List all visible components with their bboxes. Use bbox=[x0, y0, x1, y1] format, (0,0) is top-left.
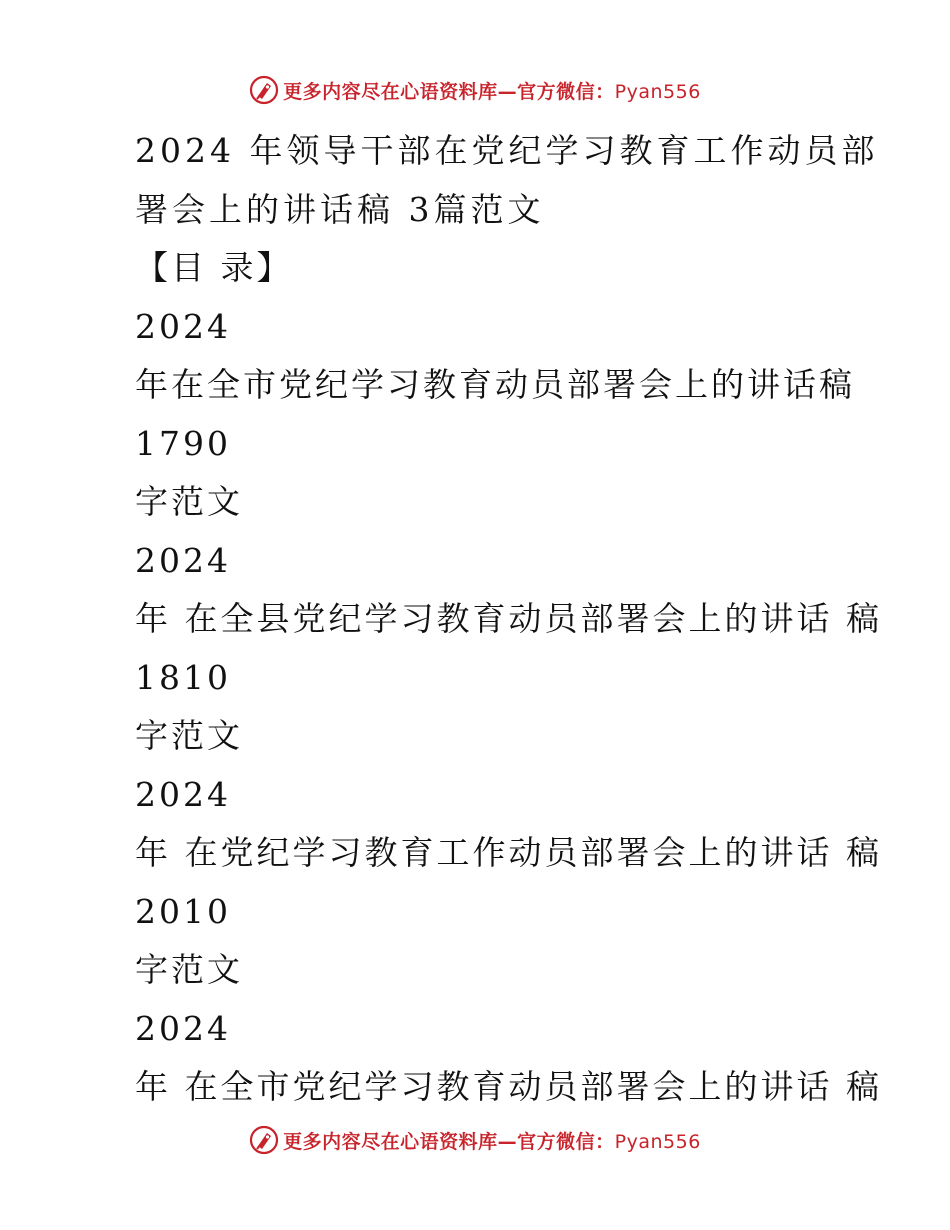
toc-line: 2024 bbox=[135, 774, 231, 814]
toc-line: 字范文 bbox=[135, 950, 243, 989]
watermark-text bbox=[283, 1127, 701, 1154]
document-title-line-2: 署会上的讲话稿 3篇范文 bbox=[135, 189, 545, 229]
document-body bbox=[135, 122, 925, 1117]
toc-line: 年在全市党纪学习教育动员部署会上的讲话稿 bbox=[135, 365, 855, 404]
footer-watermark bbox=[0, 1122, 950, 1158]
watermark-text bbox=[283, 77, 701, 104]
toc-line: 1790 bbox=[135, 423, 231, 463]
toc-line: 1810 bbox=[135, 657, 231, 697]
toc-line: 2024 bbox=[135, 540, 231, 580]
toc-line: 年 在全市党纪学习教育动员部署会上的讲话 稿 bbox=[135, 1067, 882, 1106]
pen-nib-circle-icon bbox=[249, 1125, 279, 1155]
watermark-main-text: 更多内容尽在心语资料库—官方微信： bbox=[283, 80, 615, 103]
toc-line: 年 在全县党纪学习教育动员部署会上的讲话 稿 bbox=[135, 599, 882, 638]
toc-line: 字范文 bbox=[135, 482, 243, 521]
header-watermark bbox=[0, 72, 950, 108]
toc-line: 字范文 bbox=[135, 716, 243, 755]
watermark-wechat-id: Pyan556 bbox=[614, 1130, 701, 1153]
pen-nib-circle-icon bbox=[249, 75, 279, 105]
toc-line: 年 在党纪学习教育工作动员部署会上的讲话 稿 bbox=[135, 833, 882, 872]
watermark-main-text: 更多内容尽在心语资料库—官方微信： bbox=[283, 1130, 615, 1153]
toc-heading: 【目 录】 bbox=[135, 248, 293, 287]
document-title-line-1: 2024 年领导干部在党纪学习教育工作动员部 bbox=[135, 131, 879, 170]
watermark-wechat-id: Pyan556 bbox=[614, 80, 701, 103]
toc-line: 2024 bbox=[135, 1008, 231, 1048]
toc-line: 2024 bbox=[135, 306, 231, 346]
toc-line: 2010 bbox=[135, 891, 231, 931]
